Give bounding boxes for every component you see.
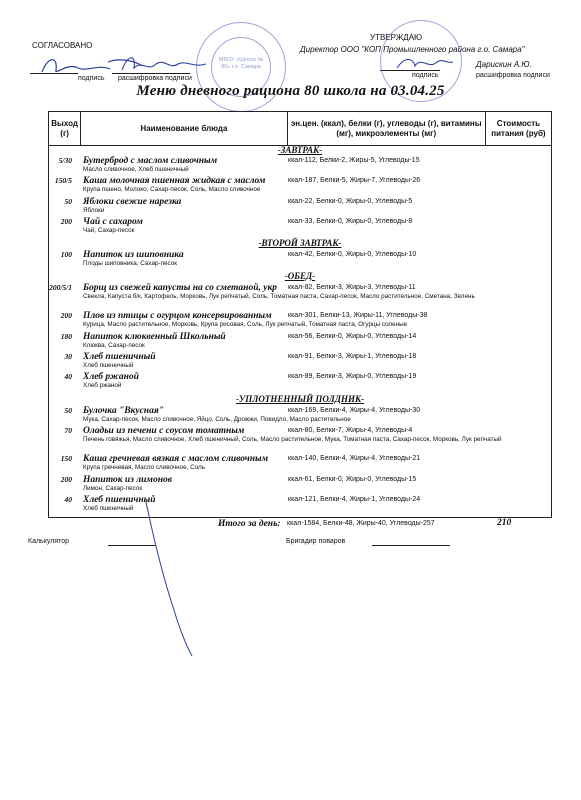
row-ingredients: Чай, Сахар-песок <box>83 227 135 234</box>
right-sign-caption: подпись <box>412 72 439 79</box>
row-dish: Напиток из лимонов <box>83 475 172 485</box>
row-yield: 5/30 <box>58 156 72 165</box>
row-yield: 30 <box>64 352 72 361</box>
row-dish: Хлеб ржаной <box>83 372 139 382</box>
pen-stroke <box>140 500 200 660</box>
row-dish: Яблоки свежие нарезка <box>83 197 182 207</box>
row-ingredients: Хлеб ржаной <box>83 382 122 389</box>
row-dish: Напиток из шиповника <box>83 250 184 260</box>
section-title: -ЗАВТРАК- <box>277 145 323 155</box>
row-yield: 200 <box>60 217 72 226</box>
row-ingredients: Мука, Сахар-песок, Масло сливочное, Яйцо, Соль, Дрожжи, Повидло, Масло растительное <box>83 416 351 423</box>
row-nutrition: ккал-187, Белки-5, Жиры-7, Углеводы-26 <box>288 177 421 184</box>
row-yield: 150/5 <box>54 176 72 185</box>
calculator-label: Калькулятор <box>28 538 69 545</box>
row-ingredients: Плоды шиповника, Сахар-песок <box>83 260 177 267</box>
row-yield: 40 <box>64 495 72 504</box>
row-yield: 150 <box>60 454 72 463</box>
row-ingredients: Хлеб пшеничный <box>83 505 134 512</box>
table-header <box>48 111 552 146</box>
totals-nutrition: ккал-1584, Белки-48, Жиры-40, Углеводы-257 <box>287 520 435 527</box>
totals-cost: 210 <box>497 518 512 528</box>
row-nutrition: ккал-121, Белки-4, Жиры-1, Углеводы-24 <box>288 496 421 503</box>
row-nutrition: ккал-169, Белки-4, Жиры-4, Углеводы-30 <box>288 407 421 414</box>
col-cost: Стоимость питания (руб) <box>485 112 551 146</box>
row-ingredients: Крупа пшено, Молоко, Сахар-песок, Соль, Масло сливочное <box>83 186 261 193</box>
row-nutrition: ккал-56, Белки-0, Жиры-0, Углеводы-14 <box>288 333 417 340</box>
section-title: -УПЛОТНЕННЫЙ ПОЛДНИК- <box>235 394 365 404</box>
row-ingredients: Печень говяжья, Масло сливочное, Хлеб пшеничный, Соль, Масло растительное, Мука, Томатная паста, Сахар-песок, Морковь, Лук репчатый <box>83 436 502 443</box>
school-stamp-text: МБОУ «Школа № 80» г.о. Самара <box>218 57 264 70</box>
row-ingredients: Хлеб пшеничный <box>83 362 134 369</box>
row-ingredients: Курица, Масло растительное, Морковь, Крупа рисовая, Соль, Лук репчатый, Томатная паста, Огурцы соленые <box>83 321 408 328</box>
row-nutrition: ккал-91, Белки-3, Жиры-1, Углеводы-18 <box>288 353 417 360</box>
left-decode-caption: расшифровка подписи <box>118 75 192 82</box>
row-nutrition: ккал-22, Белки-0, Жиры-0, Углеводы-5 <box>288 198 413 205</box>
row-nutrition: ккал-61, Белки-0, Жиры-0, Углеводы-15 <box>288 476 417 483</box>
table-right-border <box>551 146 552 518</box>
row-dish: Оладьи из печени с соусом томатным <box>83 426 245 436</box>
row-nutrition: ккал-140, Белки-4, Жиры-4, Углеводы-21 <box>288 455 421 462</box>
row-ingredients: Лимон, Сахар-песок <box>83 485 143 492</box>
chef-label: Бригадир поваров <box>286 538 346 545</box>
approve-label: УТВЕРЖДАЮ <box>370 33 423 42</box>
row-nutrition: ккал-89, Белки-3, Жиры-0, Углеводы-19 <box>288 373 417 380</box>
table-bottom-border <box>48 517 552 518</box>
row-yield: 180 <box>60 332 72 341</box>
section-title: -ВТОРОЙ ЗАВТРАК- <box>258 238 342 248</box>
row-yield: 40 <box>64 372 72 381</box>
row-dish: Булочка "Вкусная" <box>83 406 165 416</box>
row-ingredients: Клюква, Сахар-песок <box>83 342 145 349</box>
row-nutrition: ккал-112, Белки-2, Жиры-5, Углеводы-15 <box>288 157 420 164</box>
row-nutrition: ккал-42, Белки-0, Жиры-0, Углеводы-10 <box>288 251 417 258</box>
row-yield: 100 <box>60 250 72 259</box>
row-ingredients: Свекла, Капуста б/к, Картофель, Морковь, Лук репчатый, Соль, Томатная паста, Сахар-песок, Масло растительное, Сметана, Зелень <box>83 293 475 300</box>
left-sign-caption: подпись <box>78 75 105 82</box>
row-nutrition: ккал-33, Белки-0, Жиры-0, Углеводы-8 <box>288 218 413 225</box>
row-yield: 200 <box>60 311 72 320</box>
col-name: Наименование блюда <box>81 112 287 146</box>
row-yield: 50 <box>64 197 72 206</box>
row-nutrition: ккал-80, Белки-7, Жиры-4, Углеводы-4 <box>288 427 413 434</box>
row-dish: Напиток клюквенный Школьный <box>83 332 226 342</box>
row-ingredients: Масло сливочное, Хлеб пшеничный <box>83 166 189 173</box>
chef-line <box>372 545 450 546</box>
row-dish: Хлеб пшеничный <box>83 495 156 505</box>
row-dish: Хлеб пшеничный <box>83 352 156 362</box>
row-ingredients: Яблоки <box>83 207 105 214</box>
row-nutrition: ккал-82, Белки-3, Жиры-3, Углеводы-11 <box>288 284 416 291</box>
row-nutrition: ккал-301, Белки-13, Жиры-11, Углеводы-38 <box>288 312 428 319</box>
col-yield: Выход (г) <box>49 112 81 146</box>
col-nutrition: эн.цен. (ккал), белки (г), углеводы (г), витамины (мг), микроэлементы (мг) <box>287 112 485 146</box>
row-dish: Каша гречневая вязкая с маслом сливочным <box>83 454 269 464</box>
director-name: Дарискин А.Ю. <box>476 60 532 69</box>
approved-label: СОГЛАСОВАНО <box>32 41 93 50</box>
row-yield: 50 <box>64 406 72 415</box>
director-position: Директор ООО "КОП Промышленного района г.о. Самара" <box>300 45 525 54</box>
row-dish: Бутерброд с маслом сливочным <box>83 156 218 166</box>
row-yield: 200/5/1 <box>49 283 72 292</box>
row-dish: Борщ из свежей капусты на со сметаной, укр <box>83 283 278 293</box>
row-yield: 70 <box>64 426 72 435</box>
page-title: Меню дневного рациона 80 школа на 03.04.25 <box>136 83 445 99</box>
row-yield: 200 <box>60 475 72 484</box>
right-decode-caption: расшифровка подписи <box>476 72 550 79</box>
section-title: -ОБЕД- <box>284 271 316 281</box>
row-dish: Плов из птицы с огурцом консервированным <box>83 311 272 321</box>
totals-label: Итого за день: <box>218 519 281 529</box>
row-dish: Каша молочная пшенная жидкая с маслом <box>83 176 266 186</box>
row-ingredients: Крупа гречневая, Масло сливочное, Соль <box>83 464 206 471</box>
row-dish: Чай с сахаром <box>83 217 143 227</box>
